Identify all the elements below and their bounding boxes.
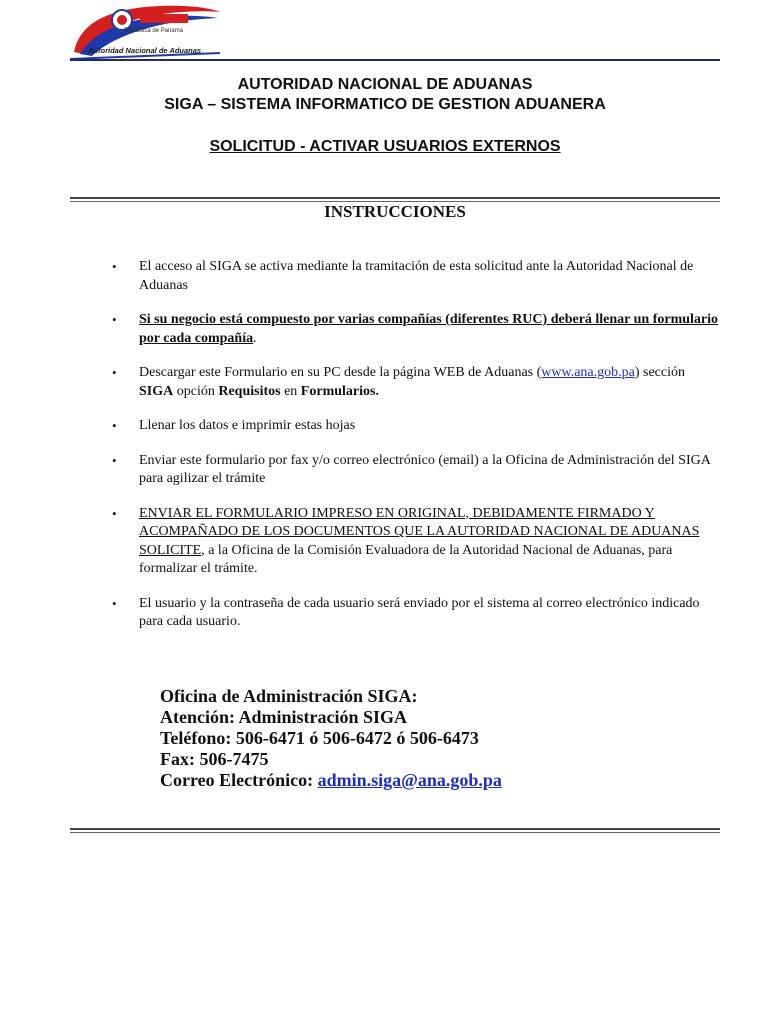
instructions-list bbox=[112, 258, 722, 648]
bullet-icon: • bbox=[112, 418, 117, 433]
system-title: SIGA – SISTEMA INFORMATICO DE GESTION ADUANERA bbox=[164, 96, 606, 113]
contact-fax: Fax: 506-7475 bbox=[160, 749, 269, 769]
bullet-icon: • bbox=[112, 452, 117, 468]
bullet-icon: • bbox=[112, 312, 117, 327]
header-rule bbox=[70, 59, 720, 61]
bullet-icon: • bbox=[112, 505, 117, 521]
instructions-heading: INSTRUCCIONES bbox=[324, 202, 466, 221]
org-title: AUTORIDAD NACIONAL DE ADUANAS bbox=[237, 76, 533, 93]
form-title: SOLICITUD - ACTIVAR USUARIOS EXTERNOS bbox=[209, 138, 561, 155]
contact-attention: Atención: Administración SIGA bbox=[160, 707, 408, 727]
bullet-icon: • bbox=[112, 595, 117, 611]
logo-bottom-text: Autoridad Nacional de Aduanas bbox=[88, 46, 202, 55]
list-item: • Llenar los datos e imprimir estas hojas bbox=[112, 417, 722, 436]
bullet-icon: • bbox=[112, 365, 117, 380]
website-link[interactable]: www.ana.gob.pa bbox=[541, 365, 635, 380]
contact-phone: Teléfono: 506-6471 ó 506-6472 ó 506-6473 bbox=[160, 728, 479, 748]
email-link[interactable]: admin.siga@ana.gob.pa bbox=[317, 770, 502, 790]
list-item: • Descargar este Formulario en su PC desde la página WEB de Aduanas (www.ana.gob.pa) sección SIGA opción Requisitos en Formularios. bbox=[112, 365, 686, 399]
section-rule-bottom bbox=[70, 828, 720, 833]
contact-email-line: Correo Electrónico: admin.siga@ana.gob.pa bbox=[160, 770, 502, 790]
logo-top-text: República de Panamá bbox=[124, 28, 184, 34]
list-item: • Si su negocio está compuesto por varias compañías (diferentes RUC) deberá llenar un formulario por cada compañía. bbox=[112, 312, 719, 346]
list-item: • El acceso al SIGA se activa mediante la tramitación de esta solicitud ante la Autoridad Nacional de Aduanas bbox=[112, 259, 694, 293]
bullet-icon: • bbox=[112, 259, 117, 274]
list-item: • ENVIAR EL FORMULARIO IMPRESO EN ORIGINAL, DEBIDAMENTE FIRMADO Y ACOMPAÑADO DE LOS DOCUMENTOS QUE LA AUTORIDAD NACIONAL DE ADUANAS SOLICITE, a la Oficina de la Comisión Evaluadora de la Autoridad Nacional de Aduanas, para formalizar el trámite. bbox=[112, 505, 700, 576]
list-item: • El usuario y la contraseña de cada usuario será enviado por el sistema al correo electrónico indicado para cada usuario. bbox=[112, 595, 700, 629]
contact-office: Oficina de Administración SIGA: bbox=[160, 686, 418, 706]
list-item: • Enviar este formulario por fax y/o correo electrónico (email) a la Oficina de Administración del SIGA para agilizar el trámite bbox=[112, 452, 711, 486]
contact-block bbox=[160, 686, 502, 791]
